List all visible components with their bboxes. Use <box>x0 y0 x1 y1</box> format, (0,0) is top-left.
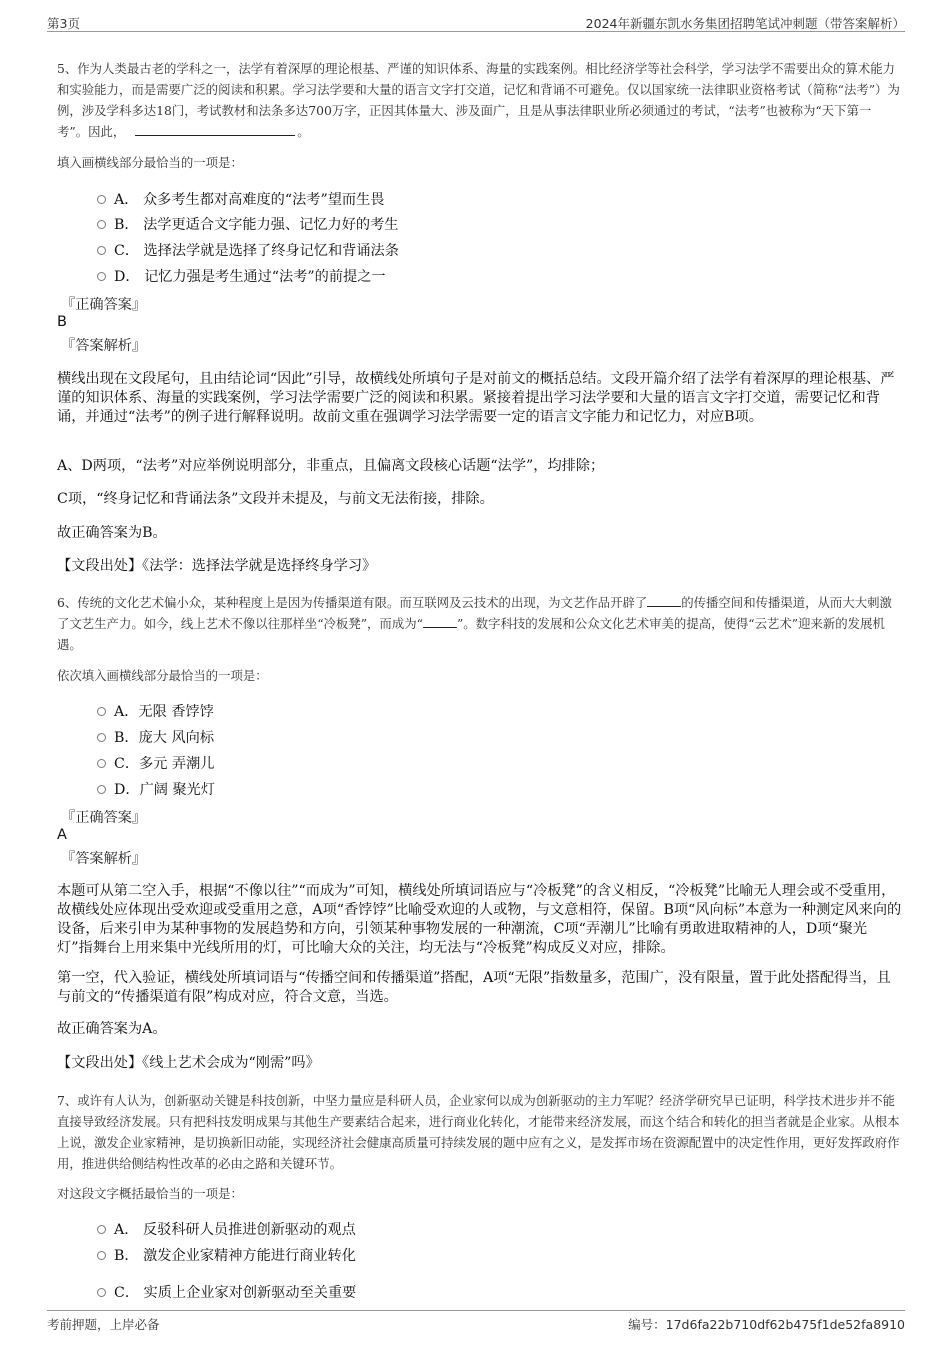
analysis-paragraph: 横线出现在文段尾句，且由结论词“因此”引导，故横线处所填句子是对前文的概括总结。文段开篇介绍了法学有着深厚的理论根基、严谨的知识体系、海量的实践案例，学习法学需要广泛的阅读和积累。紧接着提出学习法学要和大量的语言文字打交道，需要记忆和背诵，并通过“法考”的例子进行解释说明。故前文重在强调学习法学需要一定的语言文字能力和记忆力，对应B项。 <box>57 371 895 425</box>
correct-answer: A <box>57 827 67 843</box>
question-6-stem: 6、传统的文化艺术偏小众，某种程度上是因为传播渠道有限。而互联网及云技术的出现，为文艺作品开辟了 的传播空间和传播渠道，从而大大刺激了文艺生产力。如今，线上艺术不像以往那样坐“冷板凳”，而成为“ ”。数字科技的发展和公众文化艺术审美的提高，使得“云艺术”迎来新的发展机遇。 <box>57 595 892 652</box>
q7-option-c[interactable]: C． 实质上企业家对创新驱动至关重要 <box>97 1282 356 1304</box>
q6-option-c[interactable]: C．多元 弄潮儿 <box>97 753 215 775</box>
q7-option-b[interactable]: B． 激发企业家精神方能进行商业转化 <box>97 1245 356 1267</box>
analysis-label: 『答案解析』 <box>61 851 147 867</box>
page-footer <box>47 1310 905 1334</box>
radio-icon[interactable] <box>97 733 106 742</box>
q5-option-d[interactable]: D． 记忆力强是考生通过“法考”的前提之一 <box>97 266 386 288</box>
fill-blank <box>423 614 457 628</box>
radio-icon[interactable] <box>97 1251 106 1260</box>
q7-option-a[interactable]: A． 反驳科研人员推进创新驱动的观点 <box>97 1219 356 1241</box>
radio-icon[interactable] <box>97 220 106 229</box>
correct-answer: B <box>57 314 67 330</box>
footer-slogan: 考前押题，上岸必备 <box>47 1317 160 1332</box>
radio-icon[interactable] <box>97 785 106 794</box>
q6-option-a[interactable]: A．无限 香饽饽 <box>97 701 214 723</box>
radio-icon[interactable] <box>97 195 106 204</box>
analysis-paragraph: 故正确答案为B。 <box>57 525 167 541</box>
analysis-paragraph: 第一空，代入验证，横线处所填词语与“传播空间和传播渠道”搭配，A项“无限”指数量多，范围广，没有限量，置于此处搭配得当，且与前文的“传播渠道有限”构成对应，符合文意，当选。 <box>57 970 891 1005</box>
source-note: 【文段出处】《法学：选择法学就是选择终身学习》 <box>57 558 377 574</box>
q5-option-b[interactable]: B． 法学更适合文字能力强、记忆力好的考生 <box>97 214 399 236</box>
q5-option-c[interactable]: C． 选择法学就是选择了终身记忆和背诵法条 <box>97 240 399 262</box>
document-serial: 编号：17d6fa22b710df62b475f1de52fa8910 <box>628 1317 905 1332</box>
q5-option-a[interactable]: A． 众多考生都对高难度的“法考”望而生畏 <box>97 189 384 211</box>
fill-blank <box>647 593 681 607</box>
question-6-prompt: 依次填入画横线部分最恰当的一项是： <box>57 668 268 683</box>
question-5-prompt: 填入画横线部分最恰当的一项是： <box>57 155 243 170</box>
question-7-stem: 7、或许有人认为，创新驱动关键是科技创新，中坚力量应是科研人员，企业家何以成为创新驱动的主力军呢？经济学研究早已证明，科学技术进步并不能直接导致经济发展。只有把科技发明成果与其他生产要素结合起来，进行商业化转化，才能带来经济发展，而这个结合和转化的担当者就是企业家。从根本上说，激发企业家精神，是切换新旧动能，实现经济社会健康高质量可持续发展的题中应有之义，是发挥市场在资源配置中的决定性作用，更好发挥政府作用，推进供给侧结构性改革的必由之路和关键环节。 <box>57 1093 900 1171</box>
page-number: 第3页 <box>47 16 80 31</box>
radio-icon[interactable] <box>97 1288 106 1297</box>
analysis-label: 『答案解析』 <box>61 338 147 354</box>
radio-icon[interactable] <box>97 707 106 716</box>
analysis-paragraph: A、D两项，“法考”对应举例说明部分，非重点，且偏离文段核心话题“法学”，均排除； <box>57 458 605 474</box>
analysis-paragraph: 本题可从第二空入手，根据“不像以往”“而成为”可知，横线处所填词语应与“冷板凳”的含义相反，“冷板凳”比喻无人理会或不受重用，故横线处应体现出受欢迎或受重用之意，A项“香饽饽”比喻受欢迎的人或物，与文意相符，保留。B项“风向标”本意为一种测定风来向的设备，后来引申为某种事物的发展趋势和方向，引领某种事物发展的一种潮流，C项“弄潮儿”比喻有勇敢进取精神的人，D项“聚光灯”指舞台上用来集中光线所用的灯，可比喻大众的关注，均无法与“冷板凳”构成反义对应，排除。 <box>57 883 902 956</box>
radio-icon[interactable] <box>97 246 106 255</box>
analysis-paragraph: C项，“终身记忆和背诵法条”文段并未提及，与前文无法衔接，排除。 <box>57 491 494 507</box>
correct-answer-label: 『正确答案』 <box>61 297 147 313</box>
page-header <box>47 10 905 32</box>
radio-icon[interactable] <box>97 272 106 281</box>
radio-icon[interactable] <box>97 759 106 768</box>
question-5-stem: 5、作为人类最古老的学科之一，法学有着深厚的理论根基、严谨的知识体系、海量的实践案例。相比经济学等社会科学，学习法学不需要出众的算术能力和实验能力，而是需要广泛的阅读和积累。学习法学要和大量的语言文字打交道，记忆和背诵不可避免。仅以国家统一法律职业资格考试（简称“法考”）为例，涉及学科多达18门，考试教材和法条多达700万字，正因其体量大、涉及面广，且是从事法律职业所必须通过的考试，“法考”也被称为“天下第一考”。因此， 。 <box>57 61 900 139</box>
radio-icon[interactable] <box>97 1225 106 1234</box>
fill-blank <box>135 122 295 136</box>
q6-option-b[interactable]: B．庞大 风向标 <box>97 727 214 749</box>
source-note: 【文段出处】《线上艺术会成为“刚需”吗》 <box>57 1055 320 1071</box>
correct-answer-label: 『正确答案』 <box>61 810 147 826</box>
q6-option-d[interactable]: D．广阔 聚光灯 <box>97 779 215 801</box>
question-7-prompt: 对这段文字概括最恰当的一项是： <box>57 1186 243 1201</box>
document-title: 2024年新疆东凯水务集团招聘笔试冲刺题（带答案解析） <box>585 16 905 31</box>
analysis-paragraph: 故正确答案为A。 <box>57 1021 167 1037</box>
